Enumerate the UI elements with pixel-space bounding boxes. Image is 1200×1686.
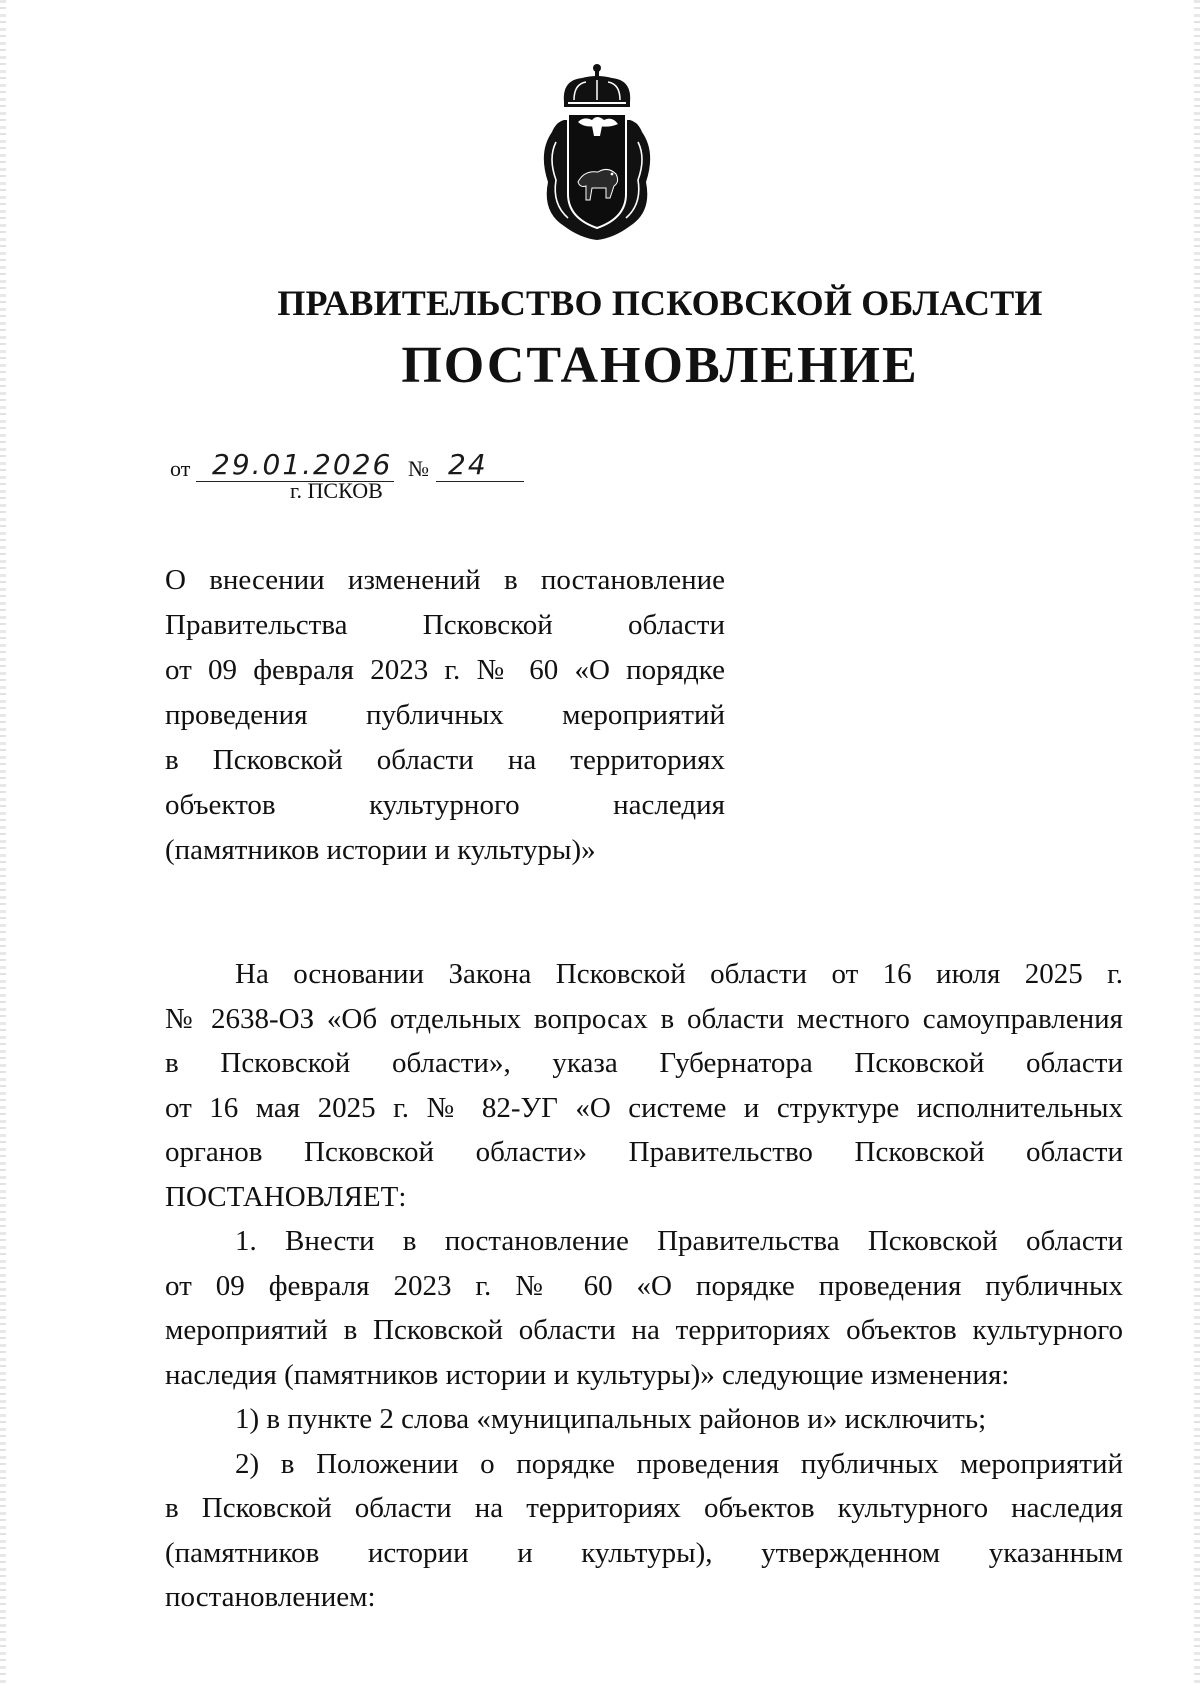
subject-line: в Псковской области на территориях (165, 744, 725, 776)
subject-line: объектов культурного наследия (165, 789, 725, 821)
subject-line: проведения публичных мероприятий (165, 699, 725, 731)
body-line: 1) в пункте 2 слова «муниципальных районов и» исключить; (235, 1403, 987, 1435)
body-line: органов Псковской области» Правительство Псковской области (165, 1136, 1123, 1168)
document-type-heading: ПОСТАНОВЛЕНИЕ (401, 337, 919, 394)
body-line: (памятников истории и культуры), утвержденном указанным (165, 1536, 1123, 1569)
number-prefix: № (408, 456, 429, 481)
subject-line: О внесении изменений в постановление (165, 564, 725, 596)
body-line: в Псковской области», указа Губернатора Псковской области (165, 1047, 1123, 1079)
date-prefix: от (170, 456, 191, 481)
document-subject (165, 558, 725, 873)
body-line: от 16 мая 2025 г. № 82-УГ «О системе и структуре исполнительных (165, 1091, 1123, 1124)
number-value: 24 (448, 448, 488, 481)
coat-of-arms-emblem (534, 62, 660, 242)
number-underline (436, 481, 524, 482)
crown-icon (564, 64, 630, 107)
body-line: ПОСТАНОВЛЯЕТ: (165, 1180, 407, 1213)
body-line: наследия (памятников истории и культуры)» следующие изменения: (165, 1358, 1010, 1391)
body-line: от 09 февраля 2023 г. № 60 «О порядке проведения публичных (165, 1269, 1123, 1302)
subject-line: от 09 февраля 2023 г. № 60 «О порядке (165, 654, 725, 686)
body-line: № 2638-ОЗ «Об отдельных вопросах в области местного самоуправления (165, 1002, 1123, 1035)
body-line: мероприятий в Псковской области на территориях объектов культурного (165, 1314, 1123, 1346)
scan-edge-right (1194, 0, 1200, 1686)
scan-edge-left (0, 0, 6, 1686)
body-line: 1. Внести в постановление Правительства Псковской области (235, 1225, 1123, 1257)
subject-line: (памятников истории и культуры)» (165, 834, 596, 866)
subject-line: Правительства Псковской области (165, 609, 725, 641)
document-body (165, 952, 1123, 1620)
organization-title: ПРАВИТЕЛЬСТВО ПСКОВСКОЙ ОБЛАСТИ (277, 283, 1043, 323)
body-line: постановлением: (165, 1581, 376, 1613)
city-label: г. ПСКОВ (290, 478, 383, 503)
body-line: в Псковской области на территориях объектов культурного наследия (165, 1492, 1123, 1524)
body-line: На основании Закона Псковской области от 16 июля 2025 г. (235, 958, 1123, 990)
body-line: 2) в Положении о порядке проведения публичных мероприятий (235, 1447, 1123, 1480)
date-value: 29.01.2026 (212, 448, 393, 481)
